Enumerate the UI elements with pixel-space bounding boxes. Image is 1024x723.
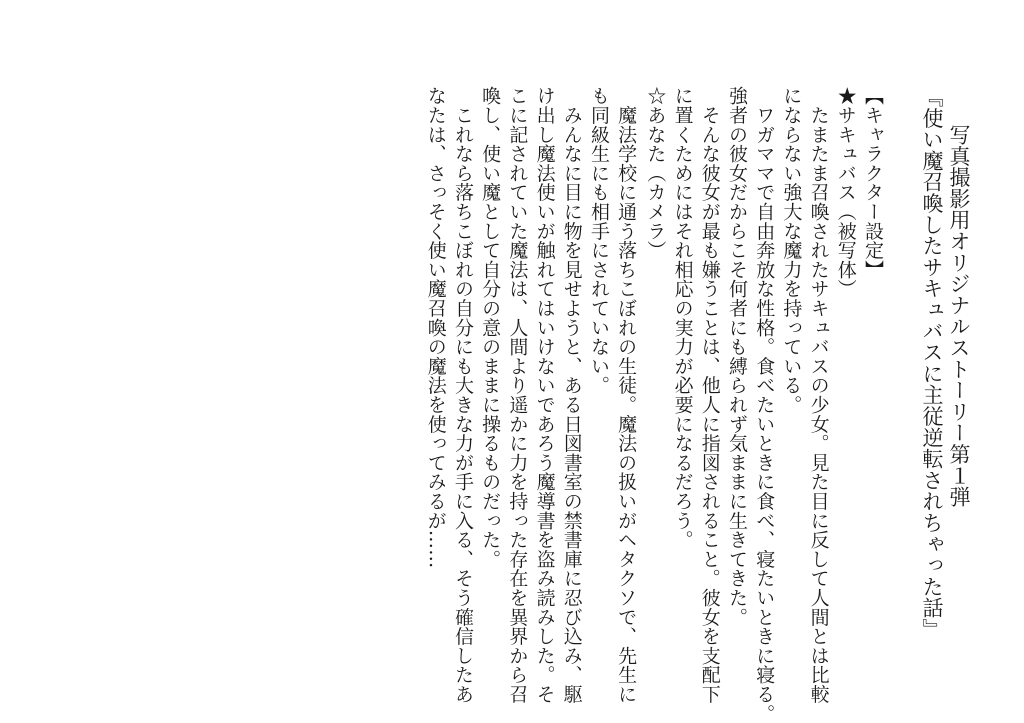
character-name-you: ☆あなた（カメラ） xyxy=(644,86,667,260)
paragraph-line: も同級生にも相手にされていない。 xyxy=(587,86,610,395)
document-title-line-2: 『使い魔召喚したサキュバスに主従逆転されちゃった話』 xyxy=(920,86,944,640)
paragraph-line: け出し魔法使いが触れてはいけないであろう魔導書を盗み読みした。そ xyxy=(533,86,556,704)
paragraph-line: みんなに目に物を見せようと、ある日図書室の禁書庫に忍び込み、駆 xyxy=(560,86,583,704)
section-heading: 【キャラクター設定】 xyxy=(862,86,884,279)
paragraph-line: に置くためにはそれ相応の実力が必要になるだろう。 xyxy=(671,86,694,550)
paragraph-line: こに記されていた魔法は、人間より遥かに力を持った存在を異界から召 xyxy=(506,86,529,704)
paragraph-line: ワガママで自由奔放な性格。食べたいときに食べ、寝たいときに寝る。 xyxy=(753,86,776,723)
paragraph-line: にならない強大な魔力を持っている。 xyxy=(780,86,803,415)
paragraph-line: 魔法学校に通う落ちこぼれの生徒。魔法の扱いがヘタクソで、先生に xyxy=(615,86,638,704)
paragraph-line: 強者の彼女だからこそ何者にも縛られず気ままに生きてきた。 xyxy=(725,86,748,627)
vertical-text-block xyxy=(422,86,972,723)
character-name-succubus: ★サキュバス（被写体） xyxy=(834,86,857,299)
paragraph-line: そんな彼女が最も嫌うことは、他人に指図されること。彼女を支配下 xyxy=(698,86,721,704)
paragraph-line: これなら落ちこぼれの自分にも大きな力が手に入る、そう確信したあ xyxy=(451,86,474,704)
paragraph-line: 喚し、使い魔として自分の意のままに操るものだった。 xyxy=(479,86,502,569)
document-title-line-1: 写真撮影用オリジナルストーリー第１弾 xyxy=(947,124,971,508)
paragraph-line: なたは、さっそく使い魔召喚の魔法を使ってみるが…… xyxy=(424,86,447,569)
paragraph-line: たまたま召喚されたサキュバスの少女。見た目に反して人間とは比較 xyxy=(807,86,830,704)
